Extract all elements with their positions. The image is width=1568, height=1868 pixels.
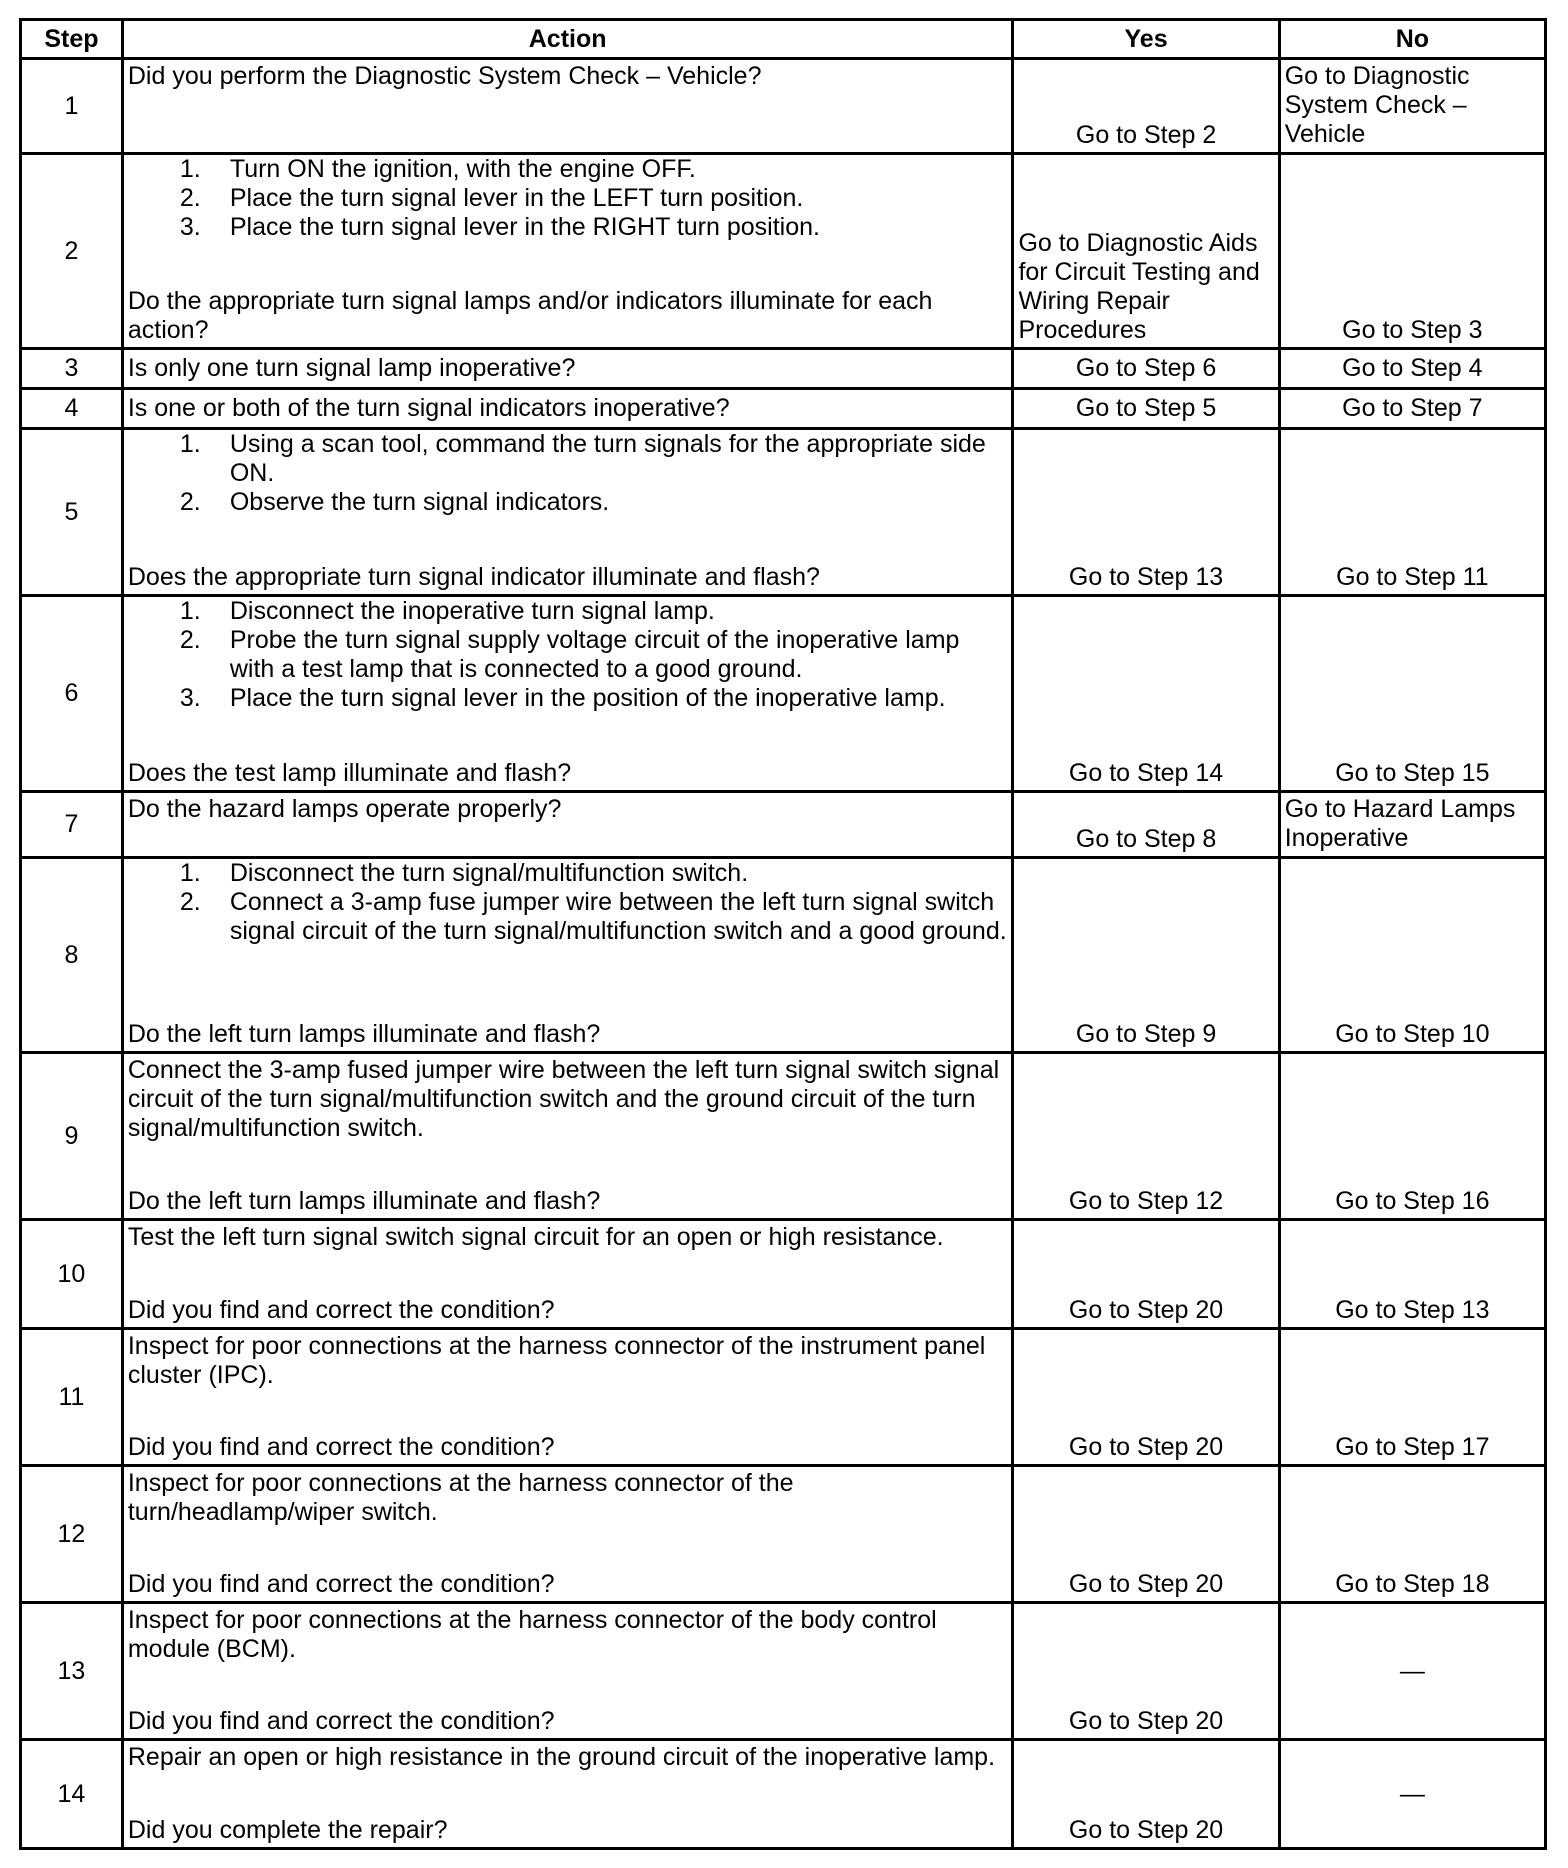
action-step-item: 2. Probe the turn signal supply voltage circuit of the inoperative lamp with a test lamp that is connected to a good ground. [179, 626, 960, 683]
action-steps [128, 430, 1008, 517]
header-step: Step [21, 20, 123, 59]
diagnostic-table [19, 18, 1547, 1850]
yes-result: Go to Step 12 [1068, 1187, 1224, 1215]
action-question: Do the left turn lamps illuminate and flash? [127, 1187, 601, 1215]
action-text: Inspect for poor connections at the harness connector of the body control module (BCM). [127, 1606, 937, 1663]
action-cell [122, 59, 1013, 154]
action-text: Do the hazard lamps operate properly? [127, 795, 562, 823]
header-yes: Yes [1013, 20, 1279, 59]
step-number: 10 [21, 1220, 123, 1329]
no-cell [1279, 858, 1545, 1053]
no-result: Go to Step 13 [1335, 1296, 1490, 1324]
no-cell [1279, 1603, 1545, 1740]
action-question: Did you find and correct the condition? [127, 1433, 555, 1461]
action-step-item: 3. Place the turn signal lever in the RIGHT turn position. [179, 213, 820, 241]
no-result: — [1399, 1779, 1425, 1808]
yes-cell [1013, 154, 1279, 349]
no-cell [1279, 389, 1545, 429]
table-row [21, 1220, 1546, 1329]
yes-cell [1013, 596, 1279, 792]
action-question: Do the appropriate turn signal lamps and/or indicators illuminate for each action? [127, 287, 933, 344]
no-cell [1279, 1053, 1545, 1220]
action-cell [122, 1466, 1013, 1603]
no-cell [1279, 1466, 1545, 1603]
yes-cell [1013, 858, 1279, 1053]
no-cell [1279, 792, 1545, 858]
action-question: Does the test lamp illuminate and flash? [127, 759, 572, 787]
no-cell [1279, 1220, 1545, 1329]
table-row [21, 1740, 1546, 1849]
action-step-item: 1. Disconnect the inoperative turn signal lamp. [179, 597, 715, 625]
table-row [21, 596, 1546, 792]
yes-result: Go to Step 20 [1068, 1296, 1224, 1324]
yes-result: Go to Step 14 [1068, 759, 1224, 787]
no-cell [1279, 1329, 1545, 1466]
no-cell [1279, 59, 1545, 154]
header-no: No [1279, 20, 1545, 59]
step-number: 8 [21, 858, 123, 1053]
no-result: Go to Step 11 [1336, 563, 1489, 591]
no-cell [1279, 596, 1545, 792]
yes-cell [1013, 792, 1279, 858]
action-cell [122, 429, 1013, 596]
action-step-item: 2. Observe the turn signal indicators. [179, 488, 610, 516]
yes-result: Go to Step 20 [1068, 1433, 1224, 1461]
no-result: Go to Step 15 [1335, 759, 1490, 787]
action-cell [122, 1603, 1013, 1740]
yes-cell [1013, 429, 1279, 596]
no-result: Go to Step 4 [1342, 354, 1483, 382]
no-result: Go to Step 3 [1342, 316, 1483, 344]
no-cell [1279, 429, 1545, 596]
action-question: Did you find and correct the condition? [127, 1296, 555, 1324]
yes-cell [1013, 1466, 1279, 1603]
table-row [21, 1053, 1546, 1220]
yes-cell [1013, 59, 1279, 154]
action-cell [122, 154, 1013, 349]
action-step-item: 1. Using a scan tool, command the turn signals for the appropriate side ON. [179, 430, 986, 487]
no-result: — [1399, 1656, 1425, 1685]
action-cell [122, 1740, 1013, 1849]
table-row [21, 154, 1546, 349]
action-question: Do the left turn lamps illuminate and flash? [127, 1020, 601, 1048]
yes-result: Go to Diagnostic Aids for Circuit Testing and Wiring Repair Procedures [1018, 229, 1260, 344]
no-result: Go to Step 17 [1335, 1433, 1490, 1461]
action-question: Did you find and correct the condition? [127, 1570, 555, 1598]
step-number: 7 [21, 792, 123, 858]
action-text: Is one or both of the turn signal indicators inoperative? [127, 394, 730, 422]
no-result: Go to Step 7 [1342, 394, 1483, 422]
no-result: Go to Step 18 [1335, 1570, 1490, 1598]
step-number: 14 [21, 1740, 123, 1849]
yes-result: Go to Step 9 [1075, 1020, 1217, 1048]
table-row [21, 858, 1546, 1053]
table-row [21, 1603, 1546, 1740]
header-action: Action [122, 20, 1013, 59]
action-cell [122, 596, 1013, 792]
action-step-item: 1. Turn ON the ignition, with the engine OFF. [179, 155, 696, 183]
no-cell [1279, 1740, 1545, 1849]
yes-cell [1013, 1053, 1279, 1220]
step-number: 2 [21, 154, 123, 349]
yes-cell [1013, 1220, 1279, 1329]
action-step-item: 2. Place the turn signal lever in the LEFT turn position. [179, 184, 804, 212]
step-number: 3 [21, 349, 123, 389]
yes-result: Go to Step 20 [1068, 1816, 1224, 1844]
table-row [21, 349, 1546, 389]
no-result: Go to Diagnostic System Check – Vehicle [1284, 62, 1470, 148]
no-cell [1279, 154, 1545, 349]
table-row [21, 1329, 1546, 1466]
action-question: Did you find and correct the condition? [127, 1707, 555, 1735]
yes-result: Go to Step 20 [1068, 1570, 1224, 1598]
yes-result: Go to Step 6 [1075, 354, 1217, 382]
no-cell [1279, 349, 1545, 389]
yes-cell [1013, 1603, 1279, 1740]
action-text: Inspect for poor connections at the harness connector of the turn/headlamp/wiper switch. [127, 1469, 794, 1526]
step-number: 12 [21, 1466, 123, 1603]
action-steps [128, 155, 1008, 242]
action-text: Did you perform the Diagnostic System Check – Vehicle? [127, 62, 762, 90]
action-cell [122, 389, 1013, 429]
action-cell [122, 792, 1013, 858]
step-number: 1 [21, 59, 123, 154]
header-row [21, 20, 1546, 59]
action-step-item: 2. Connect a 3-amp fuse jumper wire between the left turn signal switch signal circuit of the turn signal/multifunction switch and a good ground. [179, 888, 1007, 945]
action-text: Repair an open or high resistance in the ground circuit of the inoperative lamp. [127, 1743, 996, 1771]
action-cell [122, 858, 1013, 1053]
yes-result: Go to Step 20 [1068, 1707, 1224, 1735]
step-number: 13 [21, 1603, 123, 1740]
step-number: 6 [21, 596, 123, 792]
action-steps [128, 597, 1008, 713]
action-question: Does the appropriate turn signal indicator illuminate and flash? [127, 563, 820, 591]
yes-result: Go to Step 5 [1075, 394, 1217, 422]
no-result: Go to Hazard Lamps Inoperative [1284, 795, 1516, 852]
action-text: Is only one turn signal lamp inoperative? [127, 354, 576, 382]
yes-result: Go to Step 2 [1075, 121, 1217, 149]
table-row [21, 1466, 1546, 1603]
table-row [21, 59, 1546, 154]
yes-result: Go to Step 8 [1075, 825, 1217, 853]
no-result: Go to Step 10 [1335, 1020, 1490, 1048]
action-cell [122, 349, 1013, 389]
action-text: Connect the 3-amp fused jumper wire between the left turn signal switch signal circuit of the turn signal/multifunction switch and the ground circuit of the turn signal/multifunction switch. [127, 1056, 1000, 1142]
action-question: Did you complete the repair? [127, 1816, 448, 1844]
step-number: 9 [21, 1053, 123, 1220]
yes-cell [1013, 1740, 1279, 1849]
action-cell [122, 1329, 1013, 1466]
yes-result: Go to Step 13 [1068, 563, 1224, 591]
yes-cell [1013, 1329, 1279, 1466]
table-row [21, 389, 1546, 429]
action-steps [128, 859, 1008, 946]
action-text: Inspect for poor connections at the harness connector of the instrument panel cluster (IPC). [127, 1332, 986, 1389]
table-row [21, 429, 1546, 596]
step-number: 4 [21, 389, 123, 429]
step-number: 5 [21, 429, 123, 596]
action-step-item: 1. Disconnect the turn signal/multifunction switch. [179, 859, 749, 887]
yes-cell [1013, 389, 1279, 429]
action-step-item: 3. Place the turn signal lever in the position of the inoperative lamp. [179, 684, 946, 712]
yes-cell [1013, 349, 1279, 389]
table-row [21, 792, 1546, 858]
action-cell [122, 1053, 1013, 1220]
no-result: Go to Step 16 [1335, 1187, 1490, 1215]
action-cell [122, 1220, 1013, 1329]
action-text: Test the left turn signal switch signal circuit for an open or high resistance. [127, 1223, 944, 1251]
step-number: 11 [21, 1329, 123, 1466]
